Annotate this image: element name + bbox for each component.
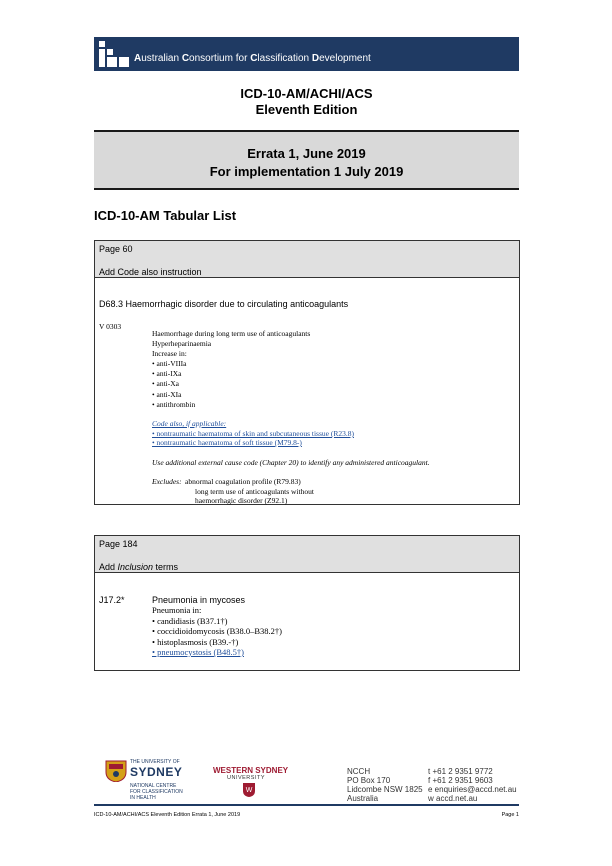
excludes-line: abnormal coagulation profile (R79.83) xyxy=(185,477,301,486)
inclusion-line: • histoplasmosis (B39.-†) xyxy=(152,636,239,647)
footer-page-number: Page 1 xyxy=(501,812,519,818)
inclusion-line: Increase in: xyxy=(152,349,187,359)
inclusion-line: Haemorrhage during long term use of anticoagulants xyxy=(152,329,311,338)
errata-item-header xyxy=(95,241,519,278)
org-name: Australian Consortium for Classification Development xyxy=(134,53,371,64)
postal-address: NCCH PO Box 170 Lidcombe NSW 1825 Australia xyxy=(347,767,423,803)
errata-item-header xyxy=(95,536,519,573)
wsu-university: UNIVERSITY xyxy=(227,775,266,781)
code-title: Pneumonia in mycoses xyxy=(152,595,246,605)
errata-item-page-60 xyxy=(94,240,520,505)
added-inclusion-line[interactable]: • pneumocystosis (B48.5†) xyxy=(152,647,244,657)
footer-document-name: ICD-10-AM/ACHI/ACS Eleventh Edition Errata 1, June 2019 xyxy=(94,812,241,818)
inclusion-line: Pneumonia in: xyxy=(152,605,202,615)
excludes-line: haemorrhagic disorder (Z92.1) xyxy=(195,496,288,505)
inclusion-line: • anti-Xa xyxy=(152,379,179,389)
sydney-logo-text: SYDNEY xyxy=(130,765,183,779)
code-also-item[interactable]: • nontraumatic haematoma of soft tissue (M79.8-) xyxy=(152,438,302,447)
footer-rule xyxy=(94,804,519,806)
university-crest-icon xyxy=(105,760,127,782)
accd-logo-icon xyxy=(99,41,129,67)
svg-text:W: W xyxy=(245,787,253,794)
code-reference: V 0303 xyxy=(99,322,122,331)
wsu-logo-text: WESTERN SYDNEY xyxy=(213,766,289,775)
ncch-name: NATIONAL CENTRE FOR CLASSIFICATION IN HEALTH xyxy=(130,783,183,801)
inclusion-terms xyxy=(152,329,310,410)
inclusion-line: • coccidioidomycosis (B38.0–B38.2†) xyxy=(152,626,282,636)
excludes-terms xyxy=(185,477,314,506)
code-title: D68.3 Haemorrhagic disorder due to circulating anticoagulants xyxy=(99,299,349,309)
inclusion-terms xyxy=(152,605,282,658)
inclusion-line: • anti-VIIIa xyxy=(152,359,187,369)
implementation-date: For implementation 1 July 2019 xyxy=(209,164,404,179)
excludes-label: Excludes: xyxy=(152,477,182,486)
use-additional-note: Use additional external cause code (Chapter 20) to identify any administered anticoagulant. xyxy=(152,458,430,467)
wsu-shield-icon xyxy=(243,783,255,797)
code-also-item[interactable]: • nontraumatic haematoma of skin and subcutaneous tissue (R23.8) xyxy=(152,429,354,438)
inclusion-line: • anti-IXa xyxy=(152,369,182,379)
page-reference: Page 184 xyxy=(99,539,138,549)
inclusion-line: Hyperheparinaemia xyxy=(152,339,212,349)
section-heading: ICD-10-AM Tabular List xyxy=(94,208,237,223)
edition-title: Eleventh Edition xyxy=(255,102,358,117)
inclusion-line: • antithrombin xyxy=(152,399,196,409)
page-reference: Page 60 xyxy=(99,244,133,254)
inclusion-line: • candidiasis (B37.1†) xyxy=(152,615,228,626)
errata-date: Errata 1, June 2019 xyxy=(247,146,366,161)
document-title: ICD-10-AM/ACHI/ACS xyxy=(240,86,373,101)
sydney-small: THE UNIVERSITY OF xyxy=(130,759,180,765)
excludes-line: long term use of anticoagulants without xyxy=(195,486,314,496)
contact-details: t +61 2 9351 9772 f +61 2 9351 9603 e enquiries@accd.net.au w accd.net.au xyxy=(428,767,517,803)
code-number: J17.2* xyxy=(99,595,125,605)
instruction-text: Add Code also instruction xyxy=(99,267,202,277)
instruction-text: Add Inclusion terms xyxy=(99,562,179,572)
inclusion-line: • anti-XIa xyxy=(152,389,182,399)
errata-item-page-184 xyxy=(94,535,520,671)
code-also-label: Code also, if applicable: xyxy=(152,419,227,428)
